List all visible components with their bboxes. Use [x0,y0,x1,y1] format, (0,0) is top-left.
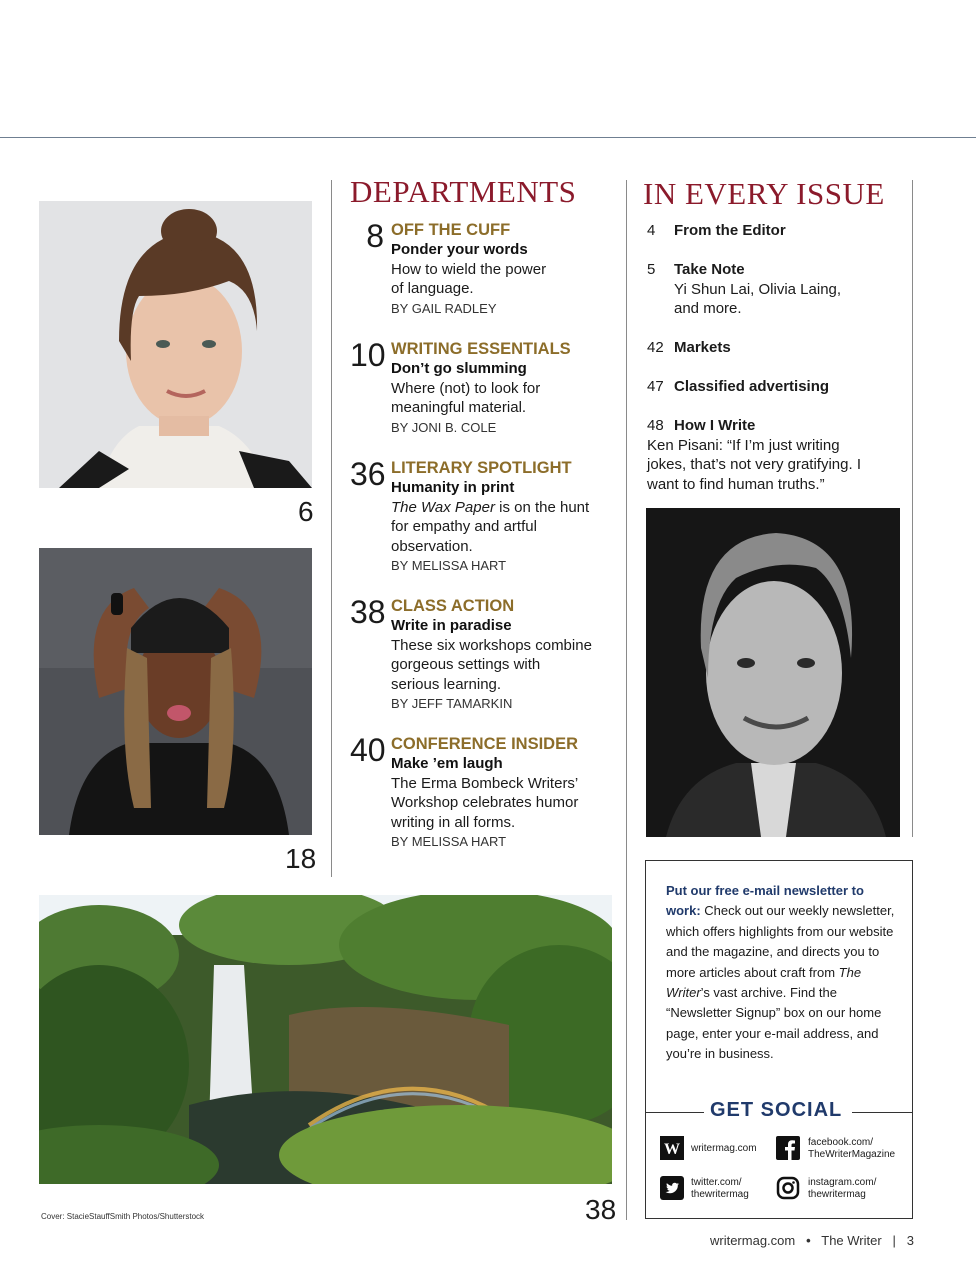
dept-category: CLASS ACTION [391,597,515,615]
issue-title: Take Note [674,261,745,278]
divider-left [331,180,332,877]
photo-waterfall [39,895,612,1184]
dept-item [350,456,620,589]
w-logo-icon[interactable] [660,1136,684,1160]
social-rule-right [852,1112,912,1113]
every-issue-title: IN EVERY ISSUE [643,176,885,211]
social-rule-left [646,1112,704,1113]
dept-category: CONFERENCE INSIDER [391,735,579,753]
photo-man [646,508,900,837]
photo-woman [39,201,312,488]
departments-title: DEPARTMENTS [350,174,577,209]
instagram-link[interactable]: instagram.com/ thewritermag [808,1177,877,1200]
issue-page-number: 48 [647,417,664,434]
dept-item [350,732,620,865]
dept-byline: BY MELISSA HART [391,834,507,849]
photo-performer [39,548,312,835]
dept-headline: Humanity in print [391,479,515,496]
issue-page-number: 42 [647,339,664,356]
dept-byline: BY JEFF TAMARKIN [391,696,513,711]
issue-page-number: 5 [647,261,656,278]
dept-page-number: 10 [350,337,386,373]
photo-credit: Cover: StacieStauffSmith Photos/Shutterstock [41,1212,205,1221]
dept-category: WRITING ESSENTIALS [391,340,571,358]
dept-item [350,594,620,727]
issue-item [647,338,907,358]
twitter-icon[interactable] [660,1176,684,1200]
footer-publication: The Writer [821,1233,882,1248]
issue-subtitle: Ken Pisani: “If I’m just writing jokes, that’s not very gratifying. I want to find human truths.” [647,436,861,493]
issue-item [647,221,907,241]
dept-page-number: 38 [350,594,386,630]
dept-headline: Write in paradise [391,617,512,634]
divider-right [912,180,913,837]
issue-page-number: 4 [647,222,656,239]
issue-title: How I Write [674,417,756,434]
dept-byline: BY GAIL RADLEY [391,300,497,316]
dept-page-number: 40 [350,732,386,768]
divider-middle [626,180,627,1220]
dept-headline: Ponder your words [391,241,528,258]
page-number-waterfall: 38 [585,1194,617,1225]
facebook-icon[interactable] [776,1136,800,1160]
dept-byline: BY JONI B. COLE [391,419,497,435]
dept-category: OFF THE CUFF [391,221,511,239]
issue-item [647,416,907,494]
page-footer [710,1233,914,1248]
twitter-link[interactable]: twitter.com/ thewritermag [691,1177,749,1200]
writermag-link[interactable]: writermag.com [691,1143,757,1154]
dept-headline: Don’t go slumming [391,360,527,377]
newsletter-box [645,860,913,1219]
footer-bar: | [892,1233,896,1248]
footer-page-number: 3 [906,1233,914,1248]
page-number-performer: 18 [285,843,317,874]
dept-byline: BY MELISSA HART [391,558,507,573]
page-number-woman: 6 [298,496,314,527]
dept-description: How to wield the power of language. [391,260,547,297]
issue-page-number: 47 [647,378,664,395]
issue-title: From the Editor [674,222,786,239]
get-social-title: GET SOCIAL [710,1099,843,1121]
issue-title: Classified advertising [674,378,830,395]
get-social-header [646,1099,912,1125]
dept-page-number: 36 [350,456,386,492]
footer-site[interactable]: writermag.com [709,1233,796,1248]
dept-item [350,337,620,450]
dept-category: LITERARY SPOTLIGHT [391,459,572,477]
instagram-icon[interactable] [776,1176,800,1200]
issue-item [647,260,907,319]
top-rule [0,137,976,138]
newsletter-text: Put our free e-mail newsletter to work: Check out our weekly newsletter, which offers highlights from our website and the magazine, and directs you to more articles about craft from The Writer’s vast archive. Find the “Newsletter Signup” box on our home page, enter your e-mail address, and you’re in business. [666,883,895,1062]
issue-item [647,377,907,397]
facebook-link[interactable]: facebook.com/ TheWriterMagazine [808,1137,896,1160]
svg-text:W: W [664,1141,680,1158]
dept-description: The Wax Paper is on the hunt for empathy and artful observation. [391,498,590,555]
dept-description: The Erma Bombeck Writers’ Workshop celebrates humor writing in all forms. [391,774,579,831]
dept-headline: Make ’em laugh [391,755,503,772]
issue-title: Markets [674,339,731,356]
dept-item [350,218,620,331]
dept-page-number: 8 [366,218,384,254]
footer-separator: • [806,1233,811,1248]
dept-description: These six workshops combine gorgeous settings with serious learning. [391,636,592,693]
issue-subtitle: Yi Shun Lai, Olivia Laing, and more. [674,280,842,317]
dept-description: Where (not) to look for meaningful material. [391,379,541,416]
